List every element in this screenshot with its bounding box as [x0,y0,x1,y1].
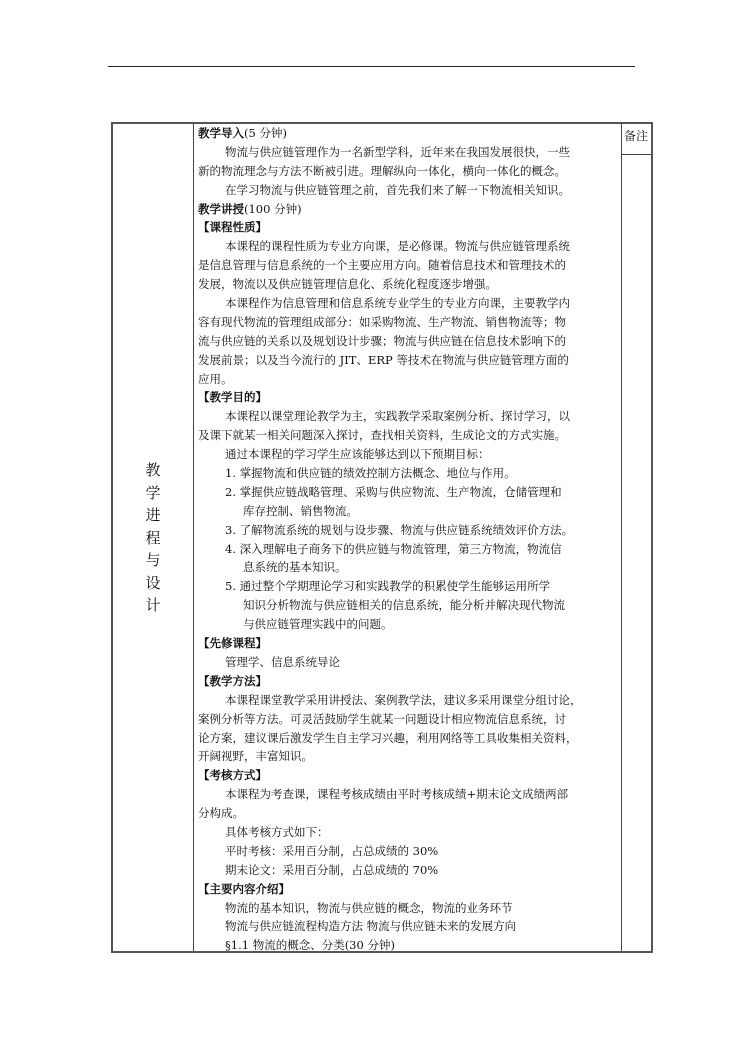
content-line [198,634,620,653]
text-run: 发展，物流以及供应链管理信息化、系统化程度逐步增强。 [198,277,497,292]
content-line [198,464,620,483]
content-line [198,351,620,370]
text-run: 是信息管理与信息系统的一个主要应用方向。随着信息技术和管理技术的 [198,258,566,273]
content-line [198,407,620,426]
bold-text-run: 【课程性质】 [198,220,267,235]
text-run: 本课程课堂教学采用讲授法、案例教学法，建议多采用课堂分组讨论， [225,692,582,707]
bold-text-run: 教学讲授 [198,201,244,216]
content-line [198,899,620,918]
bold-text-run: 【先修课程】 [198,636,267,651]
content-line [198,275,620,294]
content-line [198,936,620,955]
bold-text-run: 【教学目的】 [198,390,267,405]
content-line [198,917,620,936]
content-line [198,370,620,389]
text-run: 知识分析物流与供应链相关的信息系统，能分析并解决现代物流 [243,598,565,613]
text-run: 论方案，建议课后激发学生自主学习兴趣，利用网络等工具收集相关资料， [198,730,578,745]
content-line [198,426,620,445]
text-run: 1. 掌握物流和供应链的绩效控制方法概念、地位与作用。 [225,466,516,481]
content-line [198,558,620,577]
lesson-content [198,124,620,955]
text-run: 期末论文：采用百分制，占总成绩的 70% [225,862,439,877]
content-line [198,388,620,407]
side-label-char: 计 [145,596,161,614]
content-line [198,596,620,615]
text-run: 本课程作为信息管理和信息系统专业学生的专业方向课，主要教学内 [225,296,570,311]
content-line [198,653,620,672]
content-line [198,218,620,237]
content-line [198,577,620,596]
side-label-char: 进 [145,506,161,524]
text-run: 物流与供应链管理作为一名新型学科，近年来在我国发展很快，一些 [225,144,570,159]
content-line [198,710,620,729]
content-line [198,256,620,275]
content-line [198,502,620,521]
text-run: (5 分钟) [244,126,287,140]
content-line [198,785,620,804]
text-run: 本课程为考查课，课程考核成绩由平时考核成绩+期末论文成绩两部 [225,787,569,802]
content-line [198,294,620,313]
text-run: 流与供应链的关系以及规划设计步骤；物流与供应链在信息技术影响下的 [198,333,566,348]
bold-text-run: 【主要内容介绍】 [198,881,290,896]
content-line [198,615,620,634]
text-run: 及课下就某一相关问题深入探讨，查找相关资料，生成论文的方式实施。 [198,428,566,443]
text-run: 容有现代物流的管理组成部分：如采购物流、生产物流、销售物流等；物 [198,314,566,329]
text-run: 管理学、信息系统导论 [225,654,340,669]
text-run: 在学习物流与供应链管理之前，首先我们来了解一下物流相关知识。 [225,182,570,197]
content-line [198,237,620,256]
bold-text-run: 【考核方式】 [198,768,267,783]
text-run: 具体考核方式如下： [225,824,329,839]
text-run: 息系统的基本知识。 [243,560,347,575]
bold-text-run: 【教学方法】 [198,673,267,688]
text-run: 开阔视野，丰富知识。 [198,749,313,764]
content-line [198,747,620,766]
content-line [198,445,620,464]
text-run: 本课程以课堂理论教学为主，实践教学采取案例分析、探讨学习，以 [225,409,570,424]
content-line [198,672,620,691]
content-line [198,143,620,162]
side-label-char: 设 [145,573,161,592]
text-run: 新的物流理念与方法不断被引进。理解纵向一体化，横向一体化的概念。 [198,163,566,178]
content-line [198,691,620,710]
content-line [198,162,620,181]
column-divider-right [621,124,622,951]
side-label-char: 程 [145,528,161,547]
content-line [198,332,620,351]
text-run: 物流与供应链流程构造方法 物流与供应链未来的发展方向 [225,919,517,934]
content-line [198,729,620,748]
text-run: 本课程的课程性质为专业方向课，是必修课。物流与供应链管理系统 [225,239,570,254]
header-rule [108,66,635,67]
content-line [198,483,620,502]
content-line [198,804,620,823]
column-divider-left [193,124,194,951]
remark-column-header: 备注 [623,129,648,143]
content-line [198,861,620,880]
side-label-char: 与 [145,551,161,569]
content-line [198,124,620,143]
text-run: 通过本课程的学习学生应该能够达到以下预期目标： [225,447,490,462]
text-run: 5. 通过整个学期理论学习和实践教学的积累使学生能够运用所学 [225,579,551,594]
text-run: 库存控制、销售物流。 [243,503,358,518]
text-run: §1.1 物流的概念、分类(30 分钟) [225,938,395,953]
content-line [198,880,620,899]
content-line [198,540,620,559]
remark-header-separator [621,154,651,155]
content-line [198,766,620,785]
text-run: 发展前景；以及当今流行的 JIT、ERP 等技术在物流与供应链管理方面的 [198,352,569,367]
content-line [198,842,620,861]
text-run: 平时考核：采用百分制，占总成绩的 30% [225,843,439,858]
text-run: 物流的基本知识，物流与供应链的概念，物流的业务环节 [225,900,513,915]
text-run: 3. 了解物流系统的规划与设步骤、物流与供应链系统绩效评价方法。 [225,522,574,537]
text-run: (100 分钟) [244,201,302,216]
content-line [198,200,620,219]
content-line [198,823,620,842]
text-run: 与供应链管理实践中的问题。 [243,617,393,632]
text-run: 2. 掌握供应链战略管理、采购与供应物流、生产物流，仓储管理和 [225,484,562,499]
lesson-plan-table [111,122,653,953]
content-line [198,313,620,332]
side-label-char: 学 [145,483,161,502]
side-label-teaching-process [113,459,193,617]
content-line [198,181,620,200]
text-run: 分构成。 [198,806,244,821]
text-run: 4. 深入理解电子商务下的供应链与物流管理，第三方物流，物流信 [225,541,562,556]
text-run: 应用。 [198,371,233,386]
text-run: 案例分析等方法。可灵活鼓励学生就某一问题设计相应物流信息系统，讨 [198,711,566,726]
side-label-char: 教 [145,461,161,479]
bold-text-run: 教学导入 [198,126,244,140]
content-line [198,521,620,540]
